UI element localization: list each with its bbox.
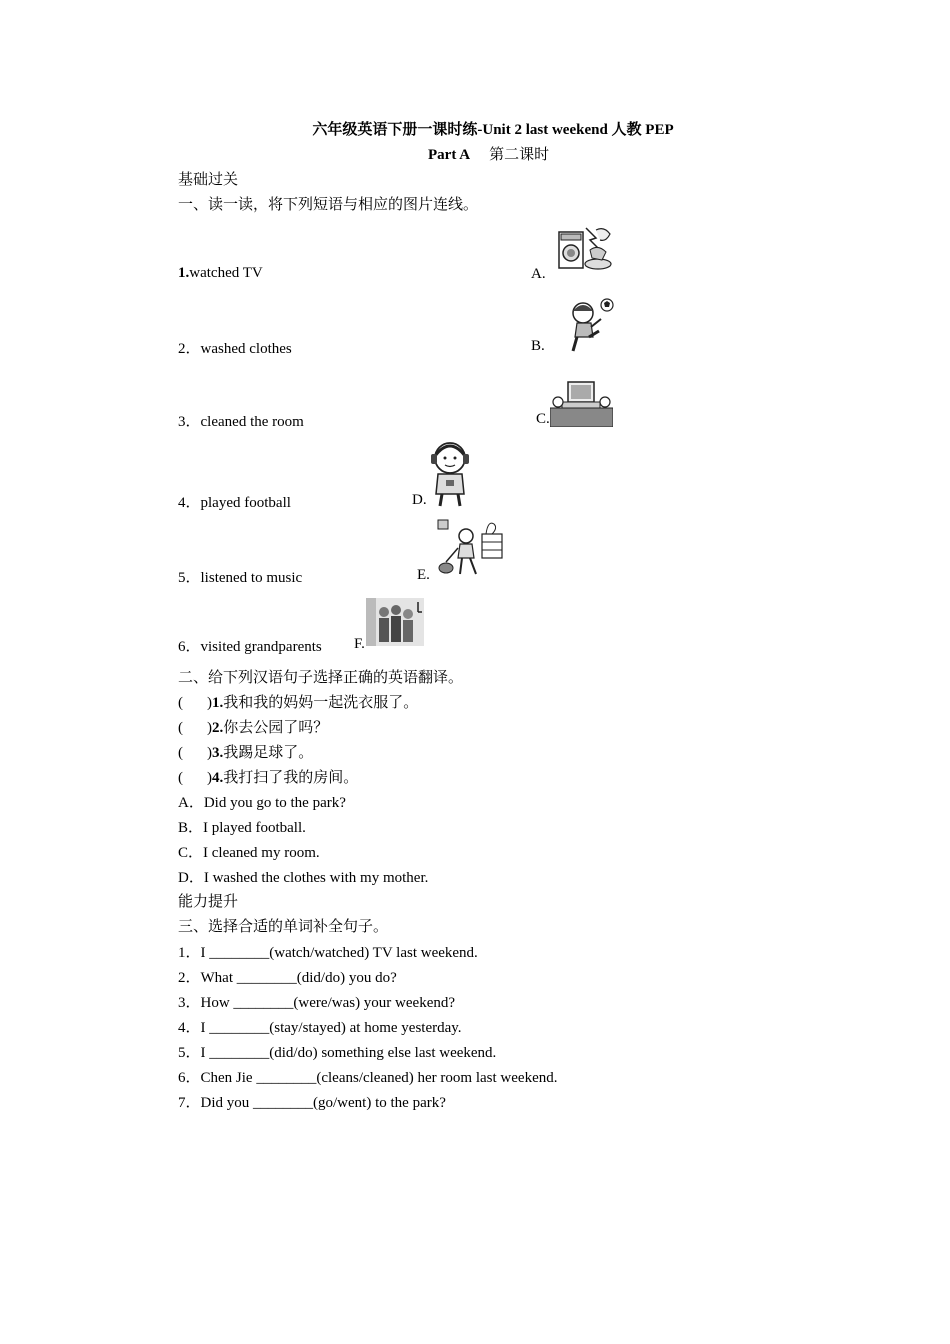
q2-option-c: C．I cleaned my room. bbox=[178, 845, 320, 861]
q3-item-7 bbox=[178, 1091, 446, 1112]
q3-sentence: I ________(stay/stayed) at home yesterday. bbox=[200, 1020, 462, 1036]
boy-with-headphones-icon bbox=[428, 440, 472, 508]
q1-letter-e: E. bbox=[417, 567, 430, 583]
q3-num: 6． bbox=[178, 1070, 201, 1086]
family-visit-icon bbox=[366, 598, 424, 646]
q1-letter-a: A. bbox=[531, 266, 546, 282]
section-ability: 能力提升 bbox=[178, 894, 239, 910]
q1-num: 1. bbox=[178, 265, 190, 281]
q1-letter-f: F. bbox=[354, 636, 365, 652]
q2-num: 2. bbox=[212, 720, 224, 736]
q1-letter-c: C. bbox=[536, 411, 550, 427]
q2-sentence: 我打扫了我的房间。 bbox=[223, 770, 359, 786]
q2-option-a: A．Did you go to the park? bbox=[178, 795, 346, 811]
q3-sentence: What ________(did/do) you do? bbox=[200, 970, 397, 986]
q3-item-1 bbox=[178, 941, 478, 962]
answer-paren-open: ( bbox=[178, 745, 183, 761]
girl-vacuuming-icon bbox=[436, 516, 504, 578]
answer-paren-close: ) bbox=[207, 695, 212, 711]
answer-paren-open: ( bbox=[178, 720, 183, 736]
q1-item-3 bbox=[178, 410, 304, 431]
answer-paren-open: ( bbox=[178, 695, 183, 711]
q1-phrase: played football bbox=[200, 495, 291, 511]
q1-num: 6． bbox=[178, 639, 201, 655]
q2-num: 3. bbox=[212, 745, 224, 761]
part-label: Part A bbox=[428, 147, 471, 163]
q1-phrase: washed clothes bbox=[200, 341, 292, 357]
page-subtitle bbox=[428, 143, 549, 164]
q3-num: 5． bbox=[178, 1045, 201, 1061]
q2-item-3 bbox=[178, 741, 313, 762]
q1-item-1 bbox=[178, 265, 263, 282]
q2-sentence: 我踢足球了。 bbox=[223, 745, 314, 761]
section-basic: 基础过关 bbox=[178, 172, 239, 188]
boy-kicking-ball-icon bbox=[565, 297, 615, 353]
q2-option-d: D．I washed the clothes with my mother. bbox=[178, 870, 429, 886]
q3-num: 3． bbox=[178, 995, 201, 1011]
q2-item-4 bbox=[178, 766, 358, 787]
q3-sentence: Chen Jie ________(cleans/cleaned) her room last weekend. bbox=[200, 1070, 558, 1086]
q3-heading: 三、选择合适的单词补全句子。 bbox=[178, 919, 389, 935]
q3-item-5 bbox=[178, 1041, 496, 1062]
q1-item-5 bbox=[178, 566, 302, 587]
q3-num: 2． bbox=[178, 970, 201, 986]
answer-paren-close: ) bbox=[207, 745, 212, 761]
q3-item-6 bbox=[178, 1066, 557, 1087]
q2-heading: 二、给下列汉语句子选择正确的英语翻译。 bbox=[178, 670, 464, 686]
q3-num: 4． bbox=[178, 1020, 201, 1036]
q1-num: 5． bbox=[178, 570, 201, 586]
q3-num: 7． bbox=[178, 1095, 201, 1111]
q3-sentence: I ________(did/do) something else last weekend. bbox=[200, 1045, 497, 1061]
q2-item-2 bbox=[178, 716, 328, 737]
q2-item-1 bbox=[178, 691, 418, 712]
q3-sentence: I ________(watch/watched) TV last weekend. bbox=[200, 945, 478, 961]
q1-num: 2． bbox=[178, 341, 201, 357]
q2-option-b: B．I played football. bbox=[178, 820, 306, 836]
q1-letter-b: B. bbox=[531, 338, 545, 354]
q2-num: 1. bbox=[212, 695, 224, 711]
q1-letter-d: D. bbox=[412, 492, 427, 508]
q1-phrase: listened to music bbox=[200, 570, 303, 586]
q3-item-2 bbox=[178, 966, 397, 987]
q3-sentence: How ________(were/was) your weekend? bbox=[200, 995, 456, 1011]
answer-paren-close: ) bbox=[207, 720, 212, 736]
q1-phrase: cleaned the room bbox=[200, 414, 304, 430]
q1-num: 3． bbox=[178, 414, 201, 430]
answer-paren-open: ( bbox=[178, 770, 183, 786]
family-watching-tv-icon bbox=[550, 380, 613, 427]
answer-paren-close: ) bbox=[207, 770, 212, 786]
q1-item-6 bbox=[178, 635, 322, 656]
q3-item-4 bbox=[178, 1016, 462, 1037]
q1-heading: 一、读一读，将下列短语与相应的图片连线。 bbox=[178, 197, 479, 213]
q3-item-3 bbox=[178, 991, 455, 1012]
lesson-label: 第二课时 bbox=[489, 147, 550, 163]
q1-item-4 bbox=[178, 491, 291, 512]
q1-num: 4． bbox=[178, 495, 201, 511]
q1-phrase: watched TV bbox=[189, 265, 263, 281]
q2-num: 4. bbox=[212, 770, 224, 786]
q2-sentence: 我和我的妈妈一起洗衣服了。 bbox=[223, 695, 419, 711]
q2-sentence: 你去公园了吗？ bbox=[223, 720, 329, 736]
q1-item-2 bbox=[178, 337, 292, 358]
q1-phrase: visited grandparents bbox=[200, 639, 322, 655]
q3-sentence: Did you ________(go/went) to the park? bbox=[200, 1095, 446, 1111]
q3-num: 1． bbox=[178, 945, 201, 961]
washing-machine-icon bbox=[556, 224, 614, 272]
page-title: 六年级英语下册一课时练-Unit 2 last weekend 人教 PEP bbox=[312, 122, 674, 138]
